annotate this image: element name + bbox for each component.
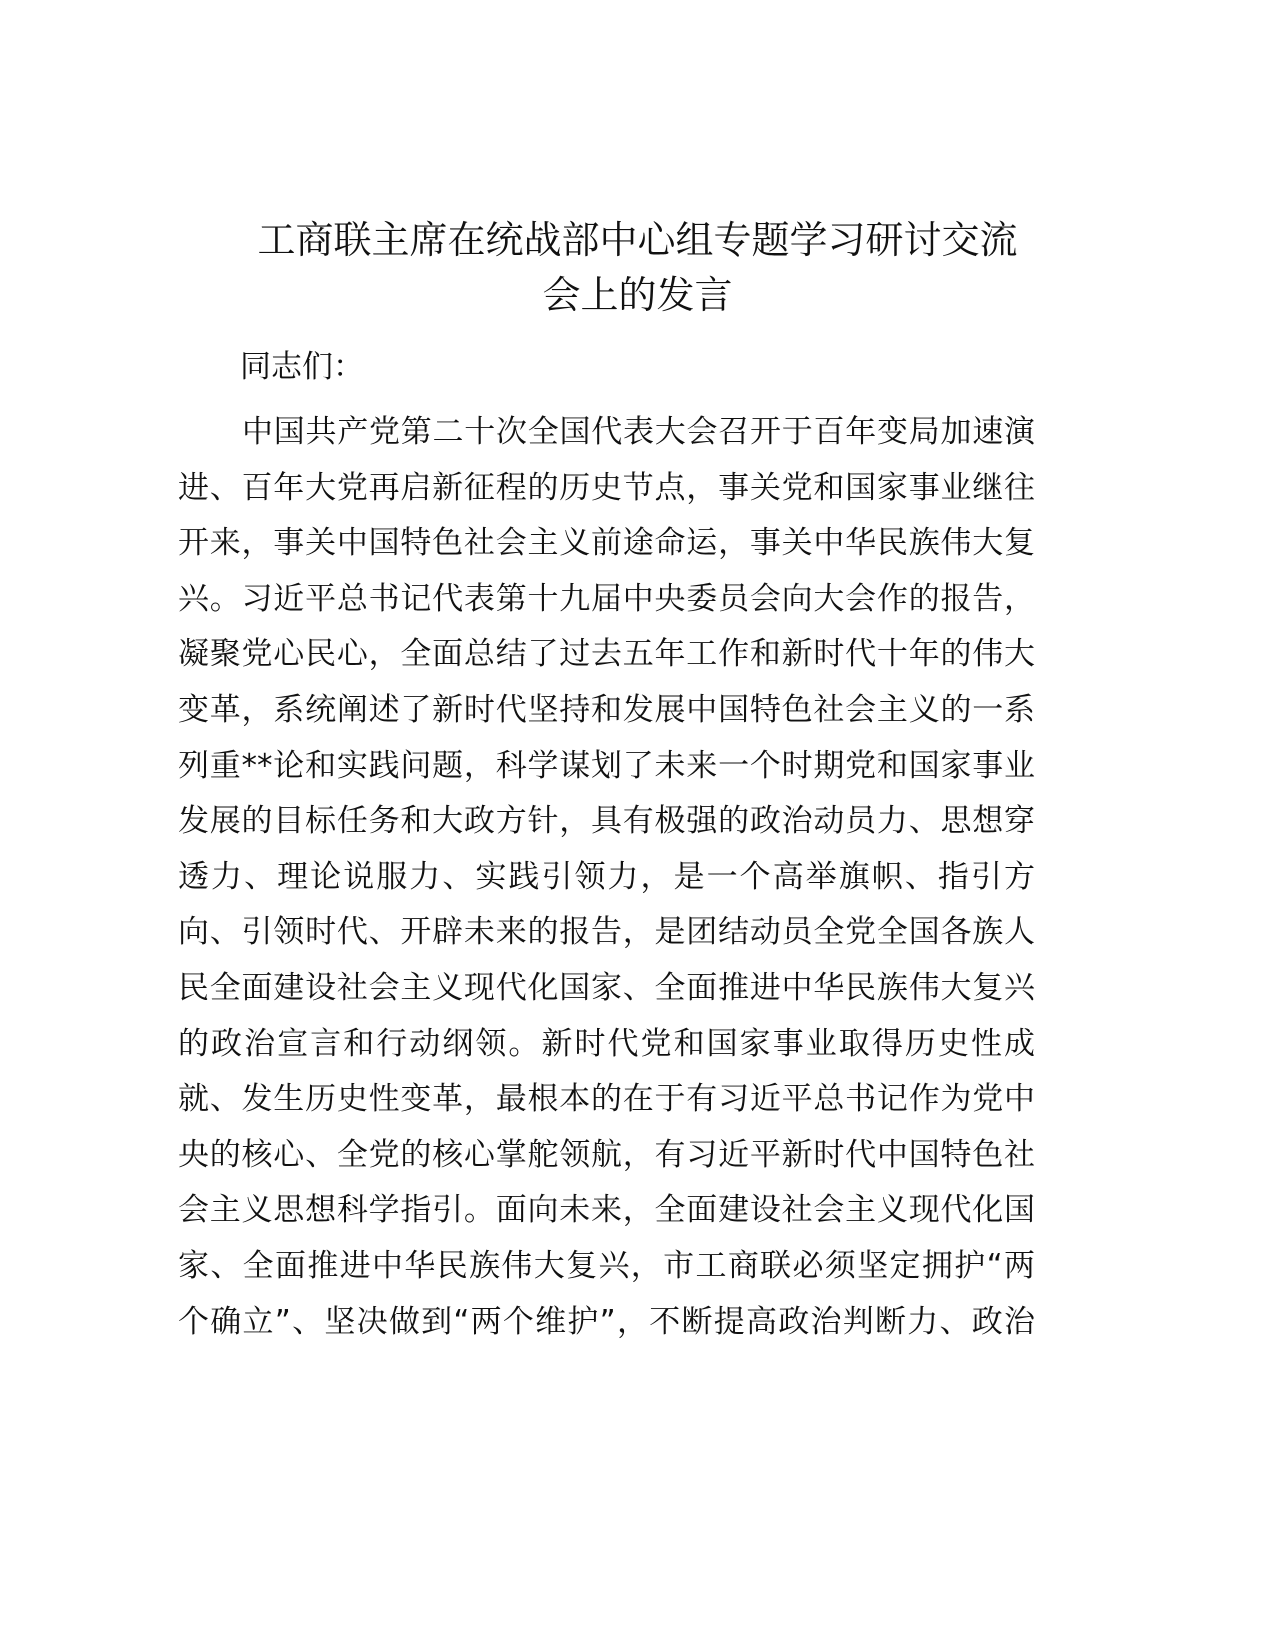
paragraph-line: 中国共产党第二十次全国代表大会召开于百年变局加速演 [242,414,1035,450]
paragraph-line: 的政治宣言和行动纲领。新时代党和国家事业取得历史性成 [178,1025,1035,1062]
body-paragraph [178,405,1035,1350]
paragraph-line: 向、引领时代、开辟未来的报告，是团结动员全党全国各族人 [178,914,1035,951]
paragraph-line: 个确立”、坚决做到“两个维护”，不断提高政治判断力、政治 [178,1303,1035,1340]
paragraph-line: 透力、理论说服力、实践引领力，是一个高举旗帜、指引方 [178,858,1035,895]
paragraph-line: 就、发生历史性变革，最根本的在于有习近平总书记作为党中 [178,1081,1035,1118]
paragraph-line: 进、百年大党再启新征程的历史节点，事关党和国家事业继往 [178,469,1035,506]
paragraph-line: 发展的目标任务和大政方针，具有极强的政治动员力、思想穿 [178,803,1035,840]
paragraph-line: 会主义思想科学指引。面向未来，全面建设社会主义现代化国 [178,1192,1035,1229]
paragraph-line: 兴。习近平总书记代表第十九届中央委员会向大会作的报告， [178,580,1035,617]
paragraph-line: 列重**论和实践问题，科学谋划了未来一个时期党和国家事业 [178,747,1035,784]
document-title-line-1: 工商联主席在统战部中心组专题学习研讨交流 [257,218,1018,262]
greeting: 同志们： [240,349,364,385]
paragraph-line: 央的核心、全党的核心掌舵领航，有习近平新时代中国特色社 [178,1136,1035,1173]
paragraph-line: 开来，事关中国特色社会主义前途命运，事关中华民族伟大复 [178,525,1035,562]
paragraph-line: 家、全面推进中华民族伟大复兴，市工商联必须坚定拥护“两 [178,1247,1035,1284]
paragraph-line: 凝聚党心民心，全面总结了过去五年工作和新时代十年的伟大 [178,636,1035,673]
document-title-line-2: 会上的发言 [542,273,733,317]
paragraph-line: 变革，系统阐述了新时代坚持和发展中国特色社会主义的一系 [178,691,1035,728]
paragraph-line: 民全面建设社会主义现代化国家、全面推进中华民族伟大复兴 [178,969,1035,1006]
